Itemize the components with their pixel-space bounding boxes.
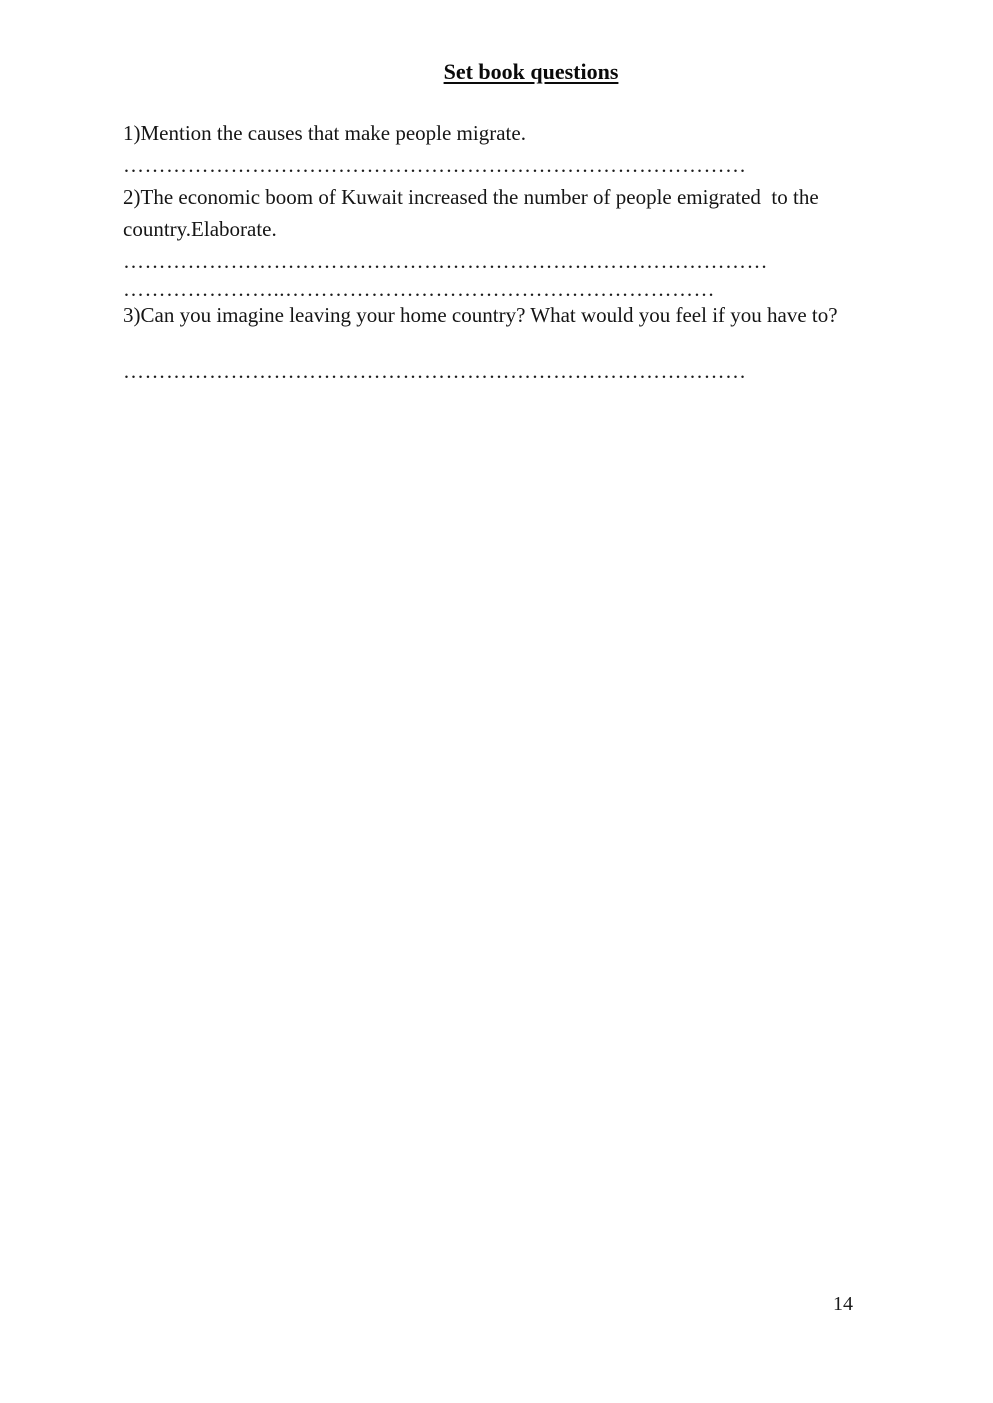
question-3: 3)Can you imagine leaving your home country? What would you feel if you have to? bbox=[123, 303, 838, 327]
question-2-line-1: 2)The economic boom of Kuwait increased the number of people emigrated to the bbox=[123, 185, 819, 209]
answer-line-4: …………………………………………………………………………… bbox=[123, 359, 747, 383]
question-2-line-2: country.Elaborate. bbox=[123, 217, 277, 241]
page-number: 14 bbox=[833, 1293, 853, 1315]
answer-line-2: ……………………………………………………………………………… bbox=[123, 249, 768, 273]
answer-line-3: …………………..…………………………………………………… bbox=[123, 277, 715, 301]
question-1: 1)Mention the causes that make people migrate. bbox=[123, 121, 526, 145]
answer-line-1: …………………………………………………………………………… bbox=[123, 153, 747, 177]
page-title: Set book questions bbox=[443, 59, 619, 84]
